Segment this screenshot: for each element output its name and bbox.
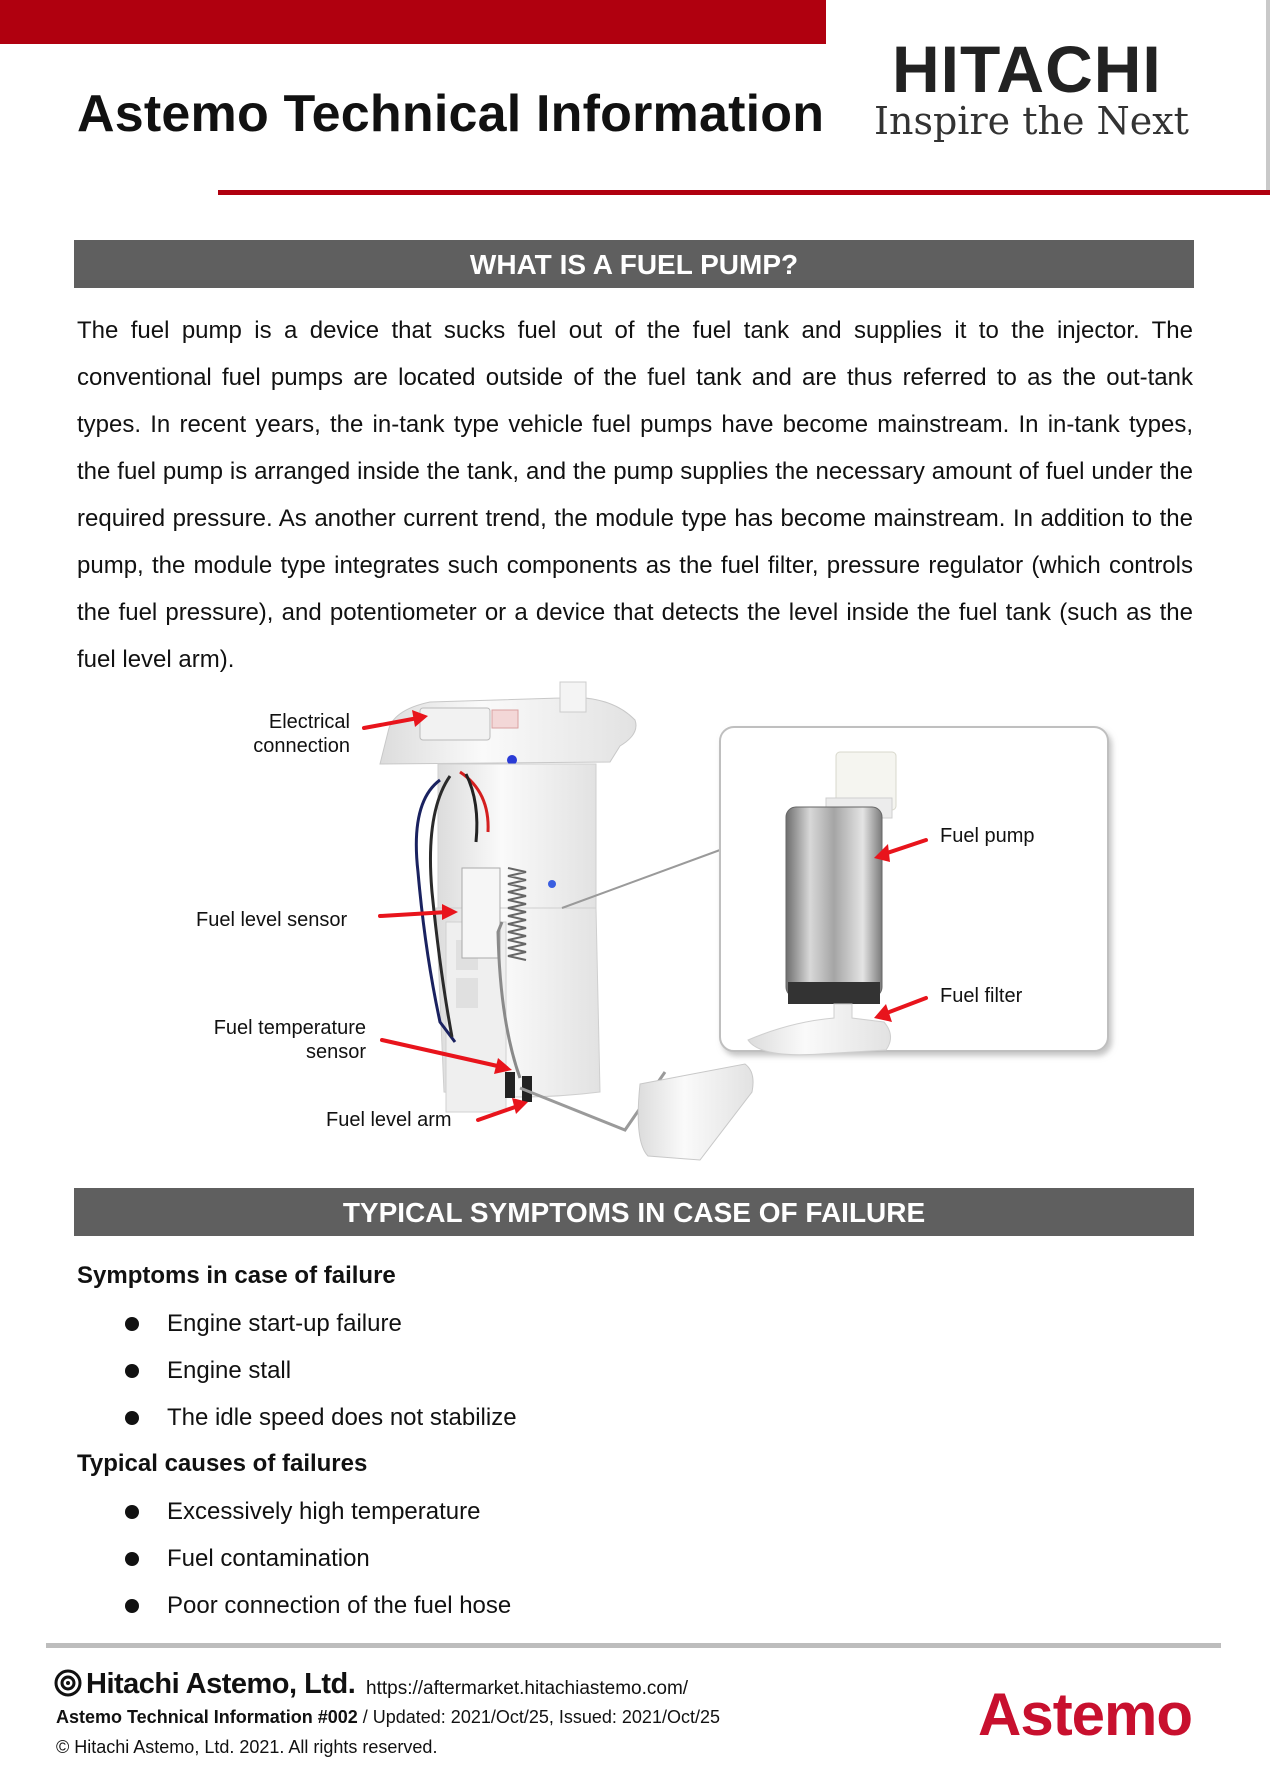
header-red-bar [0, 0, 826, 44]
list-item: Excessively high temperature [122, 1488, 511, 1535]
fuel-module-body [380, 682, 753, 1160]
footer-doc-info [56, 1707, 720, 1728]
footer-company-logo [54, 1668, 355, 1701]
symptoms-heading: Symptoms in case of failure [77, 1262, 396, 1289]
footer-url-link[interactable]: https://aftermarket.hitachiastemo.com/ [366, 1678, 689, 1699]
list-item: Engine start-up failure [122, 1300, 517, 1347]
header-edge-rule [1266, 0, 1270, 190]
footer-copyright: © Hitachi Astemo, Ltd. 2021. All rights reserved. [56, 1737, 438, 1757]
label-fuel-filter: Fuel filter [940, 985, 1023, 1007]
bullet-dot [125, 1552, 139, 1566]
footer-company-name: Hitachi Astemo, Ltd. [86, 1668, 356, 1700]
fuel-pump-figure [0, 672, 1270, 1172]
header-rule [218, 190, 1270, 195]
hitachi-tagline: Inspire the Next [874, 99, 1189, 143]
bullet-dot [125, 1599, 139, 1613]
causes-heading: Typical causes of failures [77, 1450, 368, 1477]
footer-dates: / Updated: 2021/Oct/25, Issued: 2021/Oct/25 [357, 1707, 720, 1727]
intro-paragraph: The fuel pump is a device that sucks fuel out of the fuel tank and supplies it to the injector. The conventional fuel pumps are located outside of the fuel tank and are thus referred to as the out-tank types. In recent years, the in-tank type vehicle fuel pumps have become mainstream. In in-tank types, the fuel pump is arranged inside the tank, and the pump supplies the necessary amount of fuel under the required pressure. As another current trend, the module type has become mainstream. In addition to the pump, the module type integrates such components as the fuel filter, pressure regulator (which controls the fuel pressure), and potentiometer or a device that detects the level inside the fuel tank (such as the fuel level arm). [77, 317, 1193, 673]
label-fuel-level-arm: Fuel level arm [326, 1109, 452, 1131]
bullet-dot [125, 1364, 139, 1378]
footer-rule [46, 1643, 1221, 1648]
hitachi-mark-icon [54, 1669, 82, 1697]
list-item: Fuel contamination [122, 1535, 511, 1582]
symptoms-list [122, 1300, 517, 1441]
label-fuel-temperature-sensor: Fuel temperature sensor [213, 1017, 366, 1063]
section-heading-what-is: WHAT IS A FUEL PUMP? [74, 240, 1194, 288]
bullet-dot [125, 1505, 139, 1519]
fuel-pump-illustration [0, 672, 1270, 1172]
bullet-dot [125, 1411, 139, 1425]
list-item: The idle speed does not stabilize [122, 1394, 517, 1441]
label-fuel-level-sensor: Fuel level sensor [196, 909, 348, 931]
label-fuel-pump: Fuel pump [940, 825, 1035, 847]
hitachi-logo: HITACHI [892, 32, 1162, 106]
bullet-dot [125, 1317, 139, 1331]
causes-list [122, 1488, 511, 1629]
page-title: Astemo Technical Information [77, 85, 825, 143]
list-item: Engine stall [122, 1347, 517, 1394]
section-heading-symptoms: TYPICAL SYMPTOMS IN CASE OF FAILURE [74, 1188, 1194, 1236]
label-electrical-connection: Electrical connection [253, 711, 350, 757]
footer-doc-id: Astemo Technical Information #002 [56, 1707, 358, 1727]
astemo-logo: Astemo [978, 1681, 1193, 1748]
list-item: Poor connection of the fuel hose [122, 1582, 511, 1629]
